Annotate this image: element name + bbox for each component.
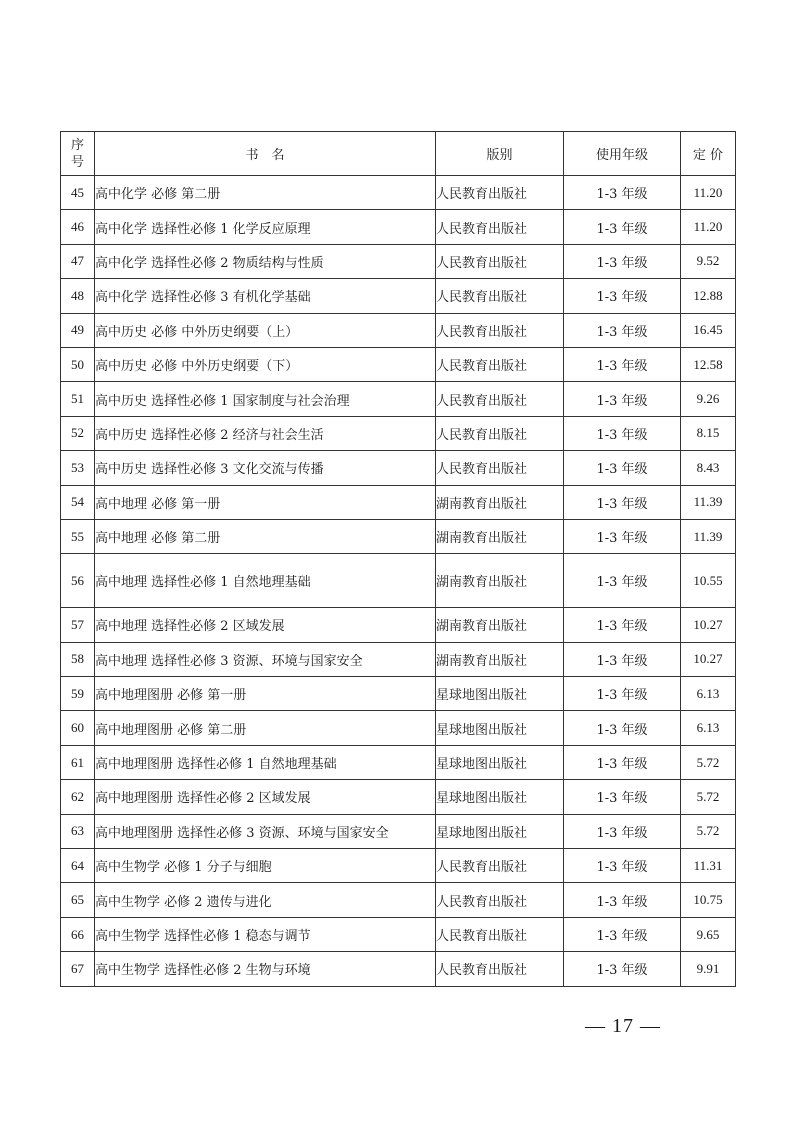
row-price: 10.75 — [681, 883, 736, 917]
table-row — [61, 677, 736, 711]
row-price: 16.45 — [681, 313, 736, 347]
row-serial-number: 59 — [61, 677, 95, 711]
row-book-title: 高中历史 选择性必修 3 文化交流与传播 — [95, 451, 436, 485]
row-grade: 1-3 年级 — [564, 244, 681, 278]
row-book-title: 高中地理图册 选择性必修 2 区域发展 — [95, 780, 436, 814]
table-row — [61, 244, 736, 278]
textbook-price-table — [60, 131, 736, 987]
row-serial-number: 67 — [61, 952, 95, 986]
table-row — [61, 416, 736, 450]
row-price: 11.39 — [681, 519, 736, 553]
row-price: 11.39 — [681, 485, 736, 519]
header-publisher: 版别 — [436, 132, 564, 176]
row-serial-number: 48 — [61, 279, 95, 313]
row-price: 9.52 — [681, 244, 736, 278]
row-publisher: 星球地图出版社 — [436, 780, 564, 814]
row-publisher: 人民教育出版社 — [436, 210, 564, 244]
row-book-title: 高中化学 选择性必修 1 化学反应原理 — [95, 210, 436, 244]
row-publisher: 星球地图出版社 — [436, 711, 564, 745]
row-serial-number: 51 — [61, 382, 95, 416]
table-row — [61, 176, 736, 210]
row-book-title: 高中化学 选择性必修 3 有机化学基础 — [95, 279, 436, 313]
header-serial-number: 序 号 — [61, 132, 95, 176]
row-publisher: 人民教育出版社 — [436, 313, 564, 347]
row-book-title: 高中历史 选择性必修 1 国家制度与社会治理 — [95, 382, 436, 416]
row-price: 5.72 — [681, 745, 736, 779]
row-price: 12.88 — [681, 279, 736, 313]
row-price: 8.43 — [681, 451, 736, 485]
row-serial-number: 63 — [61, 814, 95, 848]
row-price: 10.27 — [681, 608, 736, 642]
row-book-title: 高中地理图册 选择性必修 3 资源、环境与国家安全 — [95, 814, 436, 848]
table-row — [61, 952, 736, 986]
row-book-title: 高中地理 选择性必修 2 区域发展 — [95, 608, 436, 642]
row-price: 11.20 — [681, 210, 736, 244]
row-publisher: 湖南教育出版社 — [436, 554, 564, 608]
table-body — [61, 176, 736, 987]
row-grade: 1-3 年级 — [564, 745, 681, 779]
row-grade: 1-3 年级 — [564, 677, 681, 711]
row-book-title: 高中历史 必修 中外历史纲要（下） — [95, 347, 436, 381]
row-price: 11.20 — [681, 176, 736, 210]
row-grade: 1-3 年级 — [564, 711, 681, 745]
row-publisher: 湖南教育出版社 — [436, 642, 564, 676]
row-book-title: 高中生物学 选择性必修 1 稳态与调节 — [95, 917, 436, 951]
row-grade: 1-3 年级 — [564, 451, 681, 485]
row-grade: 1-3 年级 — [564, 347, 681, 381]
row-publisher: 人民教育出版社 — [436, 952, 564, 986]
row-serial-number: 66 — [61, 917, 95, 951]
row-publisher: 湖南教育出版社 — [436, 485, 564, 519]
table-row — [61, 917, 736, 951]
header-grade: 使用年级 — [564, 132, 681, 176]
table-row — [61, 745, 736, 779]
row-serial-number: 57 — [61, 608, 95, 642]
row-grade: 1-3 年级 — [564, 642, 681, 676]
table-row — [61, 347, 736, 381]
row-book-title: 高中地理 必修 第一册 — [95, 485, 436, 519]
row-serial-number: 53 — [61, 451, 95, 485]
row-grade: 1-3 年级 — [564, 382, 681, 416]
row-price: 5.72 — [681, 780, 736, 814]
table-row — [61, 279, 736, 313]
row-price: 10.55 — [681, 554, 736, 608]
row-serial-number: 64 — [61, 849, 95, 883]
row-price: 9.65 — [681, 917, 736, 951]
row-price: 9.26 — [681, 382, 736, 416]
row-book-title: 高中生物学 必修 1 分子与细胞 — [95, 849, 436, 883]
row-grade: 1-3 年级 — [564, 554, 681, 608]
row-serial-number: 46 — [61, 210, 95, 244]
row-price: 11.31 — [681, 849, 736, 883]
table-row — [61, 519, 736, 553]
row-serial-number: 52 — [61, 416, 95, 450]
row-publisher: 人民教育出版社 — [436, 279, 564, 313]
row-price: 10.27 — [681, 642, 736, 676]
row-price: 6.13 — [681, 711, 736, 745]
table-row — [61, 451, 736, 485]
row-book-title: 高中化学 必修 第二册 — [95, 176, 436, 210]
row-publisher: 人民教育出版社 — [436, 244, 564, 278]
row-book-title: 高中历史 选择性必修 2 经济与社会生活 — [95, 416, 436, 450]
header-price: 定 价 — [681, 132, 736, 176]
row-grade: 1-3 年级 — [564, 176, 681, 210]
row-grade: 1-3 年级 — [564, 519, 681, 553]
row-serial-number: 65 — [61, 883, 95, 917]
row-price: 8.15 — [681, 416, 736, 450]
row-serial-number: 54 — [61, 485, 95, 519]
row-serial-number: 60 — [61, 711, 95, 745]
table-row — [61, 642, 736, 676]
row-publisher: 湖南教育出版社 — [436, 519, 564, 553]
row-publisher: 星球地图出版社 — [436, 677, 564, 711]
row-book-title: 高中地理 必修 第二册 — [95, 519, 436, 553]
row-book-title: 高中化学 选择性必修 2 物质结构与性质 — [95, 244, 436, 278]
row-price: 12.58 — [681, 347, 736, 381]
row-serial-number: 45 — [61, 176, 95, 210]
table-row — [61, 780, 736, 814]
row-grade: 1-3 年级 — [564, 814, 681, 848]
page-number: — 17 — — [585, 1015, 661, 1037]
row-book-title: 高中地理 选择性必修 3 资源、环境与国家安全 — [95, 642, 436, 676]
row-serial-number: 55 — [61, 519, 95, 553]
row-grade: 1-3 年级 — [564, 210, 681, 244]
row-book-title: 高中生物学 选择性必修 2 生物与环境 — [95, 952, 436, 986]
row-book-title: 高中地理图册 必修 第二册 — [95, 711, 436, 745]
table-row — [61, 814, 736, 848]
row-publisher: 人民教育出版社 — [436, 917, 564, 951]
row-book-title: 高中地理图册 必修 第一册 — [95, 677, 436, 711]
row-publisher: 人民教育出版社 — [436, 849, 564, 883]
row-serial-number: 47 — [61, 244, 95, 278]
row-publisher: 星球地图出版社 — [436, 814, 564, 848]
table-row — [61, 554, 736, 608]
table-row — [61, 382, 736, 416]
row-price: 9.91 — [681, 952, 736, 986]
row-publisher: 人民教育出版社 — [436, 347, 564, 381]
row-serial-number: 50 — [61, 347, 95, 381]
header-book-title: 书 名 — [95, 132, 436, 176]
row-grade: 1-3 年级 — [564, 780, 681, 814]
table-row — [61, 883, 736, 917]
row-publisher: 人民教育出版社 — [436, 416, 564, 450]
row-publisher: 人民教育出版社 — [436, 451, 564, 485]
row-serial-number: 58 — [61, 642, 95, 676]
row-book-title: 高中生物学 必修 2 遗传与进化 — [95, 883, 436, 917]
row-serial-number: 62 — [61, 780, 95, 814]
table-header — [61, 132, 736, 176]
row-book-title: 高中地理图册 选择性必修 1 自然地理基础 — [95, 745, 436, 779]
row-serial-number: 61 — [61, 745, 95, 779]
row-book-title: 高中历史 必修 中外历史纲要（上） — [95, 313, 436, 347]
row-serial-number: 49 — [61, 313, 95, 347]
table-row — [61, 313, 736, 347]
table-row — [61, 485, 736, 519]
row-grade: 1-3 年级 — [564, 279, 681, 313]
row-publisher: 星球地图出版社 — [436, 745, 564, 779]
row-grade: 1-3 年级 — [564, 952, 681, 986]
row-grade: 1-3 年级 — [564, 313, 681, 347]
table-row — [61, 210, 736, 244]
row-publisher: 人民教育出版社 — [436, 883, 564, 917]
row-grade: 1-3 年级 — [564, 883, 681, 917]
row-price: 5.72 — [681, 814, 736, 848]
row-price: 6.13 — [681, 677, 736, 711]
row-publisher: 人民教育出版社 — [436, 176, 564, 210]
row-publisher: 人民教育出版社 — [436, 382, 564, 416]
row-grade: 1-3 年级 — [564, 849, 681, 883]
row-book-title: 高中地理 选择性必修 1 自然地理基础 — [95, 554, 436, 608]
row-grade: 1-3 年级 — [564, 917, 681, 951]
row-serial-number: 56 — [61, 554, 95, 608]
row-grade: 1-3 年级 — [564, 416, 681, 450]
header-row — [61, 132, 736, 176]
row-publisher: 湖南教育出版社 — [436, 608, 564, 642]
table-row — [61, 849, 736, 883]
row-grade: 1-3 年级 — [564, 608, 681, 642]
table-row — [61, 711, 736, 745]
row-grade: 1-3 年级 — [564, 485, 681, 519]
table-row — [61, 608, 736, 642]
